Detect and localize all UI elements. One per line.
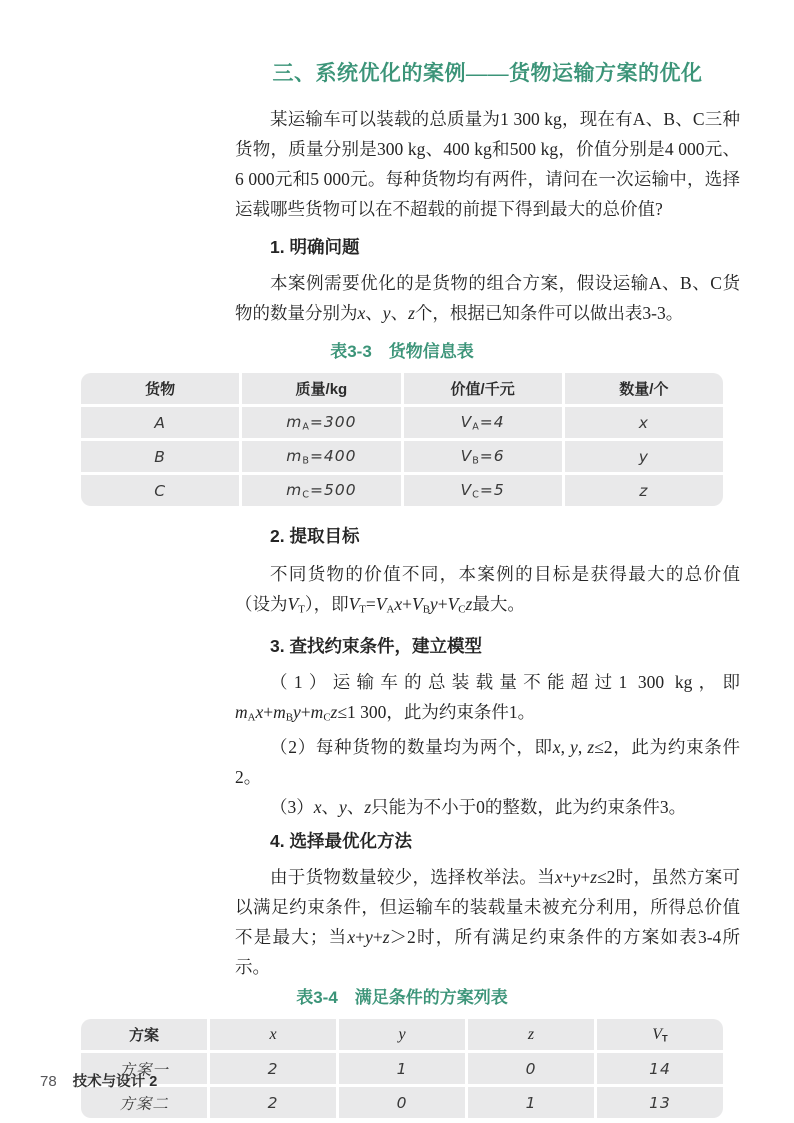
- cell-cargo-b-value: $V_B=6$: [404, 441, 562, 472]
- cell-cargo-a-mass: $m_A=300$: [242, 407, 400, 438]
- table-3-3-cargo-info: [78, 370, 726, 509]
- header-cell-scheme: 方案: [81, 1019, 207, 1050]
- cell-scheme-1-y: 1: [339, 1053, 465, 1084]
- cell-cargo-a-qty: x: [565, 407, 723, 438]
- cell-cargo-a-value: $V_A=4$: [404, 407, 562, 438]
- cell-scheme-2-x: 2: [210, 1087, 336, 1118]
- cell-scheme-1-x: 2: [210, 1053, 336, 1084]
- section-heading-1: 1. 明确问题: [270, 237, 360, 257]
- cell-scheme-2-y: 0: [339, 1087, 465, 1118]
- section-heading-3: 3. 查找约束条件，建立模型: [270, 635, 482, 656]
- cell-cargo-c-value: $V_C=5$: [404, 475, 562, 506]
- paragraph-extract-goal: 不同货物的价值不同，本案例的目标是获得最大的总价值（设为$V_T$），即$V_T=V_Ax+V_By+V_Cz$最大。: [235, 564, 740, 616]
- table-row-scheme-1: [81, 1053, 723, 1084]
- cell-scheme-2-z: 1: [468, 1087, 594, 1118]
- header-cell-quantity: 数量/个: [565, 373, 723, 404]
- cell-scheme-1-name: 方案一: [81, 1053, 207, 1084]
- table-row-cargo-c: [81, 475, 723, 506]
- cell-scheme-2-vt: 13: [597, 1087, 723, 1118]
- page-content: [119, 58, 741, 1121]
- cell-cargo-b-name: B: [81, 441, 239, 472]
- paragraph-constraint-3: （3）x、y、z只能为不小于0的整数，此为约束条件3。: [270, 797, 687, 818]
- cell-scheme-1-z: 0: [468, 1053, 594, 1084]
- cell-cargo-b-qty: y: [565, 441, 723, 472]
- cell-scheme-1-vt: 14: [597, 1053, 723, 1084]
- page-number: 78: [40, 1073, 57, 1090]
- page-footer: [40, 1070, 157, 1091]
- table-3-3-caption: 表3-3 货物信息表: [330, 342, 474, 361]
- section-heading-4: 4. 选择最优化方法: [270, 831, 412, 852]
- paragraph-constraint-2: （2）每种货物的数量均为两个，即x, y, z≤2，此为约束条件2。: [235, 737, 741, 788]
- page-title: 三、系统优化的案例——货物运输方案的优化: [272, 61, 703, 85]
- section-heading-2: 2. 提取目标: [270, 526, 360, 546]
- cell-scheme-2-name: 方案二: [81, 1087, 207, 1118]
- header-cell-z: z: [468, 1019, 594, 1050]
- header-cell-vt: $V_T$: [597, 1019, 723, 1050]
- cell-cargo-c-name: C: [81, 475, 239, 506]
- table-3-4-header-row: [81, 1019, 723, 1050]
- cell-cargo-a-name: A: [81, 407, 239, 438]
- header-cell-mass: 质量/kg: [242, 373, 400, 404]
- paragraph-constraint-1: （1）运输车的总装载量不能超过1 300 kg，即$m_Ax+m_By+m_Cz\le 1$ 300，此为约束条件1。: [235, 671, 740, 724]
- table-row-cargo-b: [81, 441, 723, 472]
- book-title: 技术与设计 2: [72, 1074, 158, 1090]
- header-cell-x: x: [210, 1019, 336, 1050]
- paragraph-method: 由于货物数量较少，选择枚举法。当x+y+z≤2时，虽然方案可以满足约束条件，但运输车的装载量未被充分利用，所得总价值不是最大；当x+y+z＞2时，所有满足约束条件的方案如表3-4所示。: [235, 867, 741, 978]
- table-row-cargo-a: [81, 407, 723, 438]
- paragraph-define-problem: 本案例需要优化的是货物的组合方案，假设运输A、B、C货物的数量分别为x、y、z个，根据已知条件可以做出表3-3。: [235, 273, 740, 323]
- table-3-3-header-row: [81, 373, 723, 404]
- intro-paragraph: 某运输车可以装载的总质量为1 300 kg，现在有A、B、C三种货物，质量分别是300 kg、400 kg和500 kg，价值分别是4 000元、6 000元和5 000元。每种货物均有两件，请问在一次运输中，选择运载哪些货物可以在不超载的前提下得到最大的总价值?: [235, 109, 740, 219]
- header-cell-value: 价值/千元: [404, 373, 562, 404]
- cell-cargo-b-mass: $m_B=400$: [242, 441, 400, 472]
- cell-cargo-c-qty: z: [565, 475, 723, 506]
- header-cell-y: y: [339, 1019, 465, 1050]
- table-3-4-scheme-list: [78, 1016, 726, 1121]
- header-cell-cargo: 货物: [81, 373, 239, 404]
- table-3-4-caption: 表3-4 满足条件的方案列表: [296, 988, 508, 1008]
- cell-cargo-c-mass: $m_C=500$: [242, 475, 400, 506]
- table-row-scheme-2: [81, 1087, 723, 1118]
